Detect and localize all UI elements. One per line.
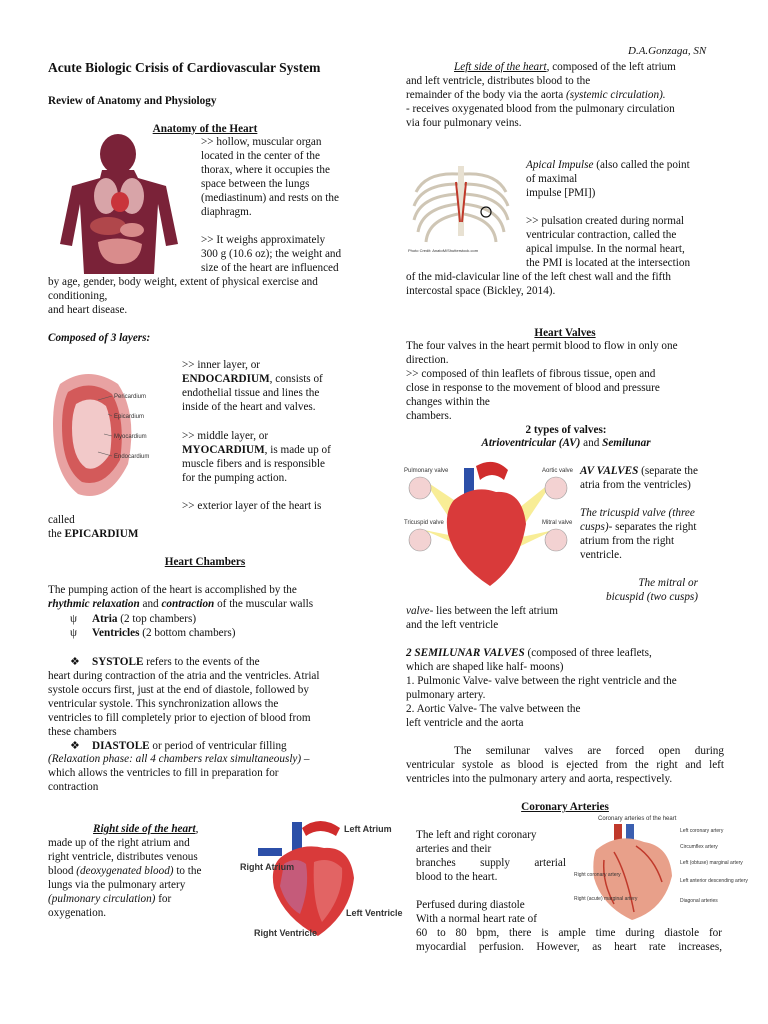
diastole-italic: (Relaxation phase: all 4 chambers relax simultaneously) – [48, 753, 310, 765]
coronary-figure-title: Coronary arteries of the heart [598, 816, 677, 822]
diastole-bullet: ❖ DIASTOLE or period of ventricular filling [70, 740, 287, 752]
atria-bullet: ψ Atria (2 top chambers) [70, 613, 197, 625]
heart-valves-figure [404, 460, 574, 590]
layer-label-myocardium: Myocardium [114, 434, 147, 440]
ventricles-bullet: ψ Ventricles (2 bottom chambers) [70, 627, 236, 639]
label-left-atrium: Left Atrium [344, 824, 392, 834]
semilunar-forced: The semilunar valves are forced open during ventricular systole as blood is ejected from the right and left ventricles into the pulmonary artery and aorta, respectively. [406, 745, 724, 785]
mitral-text-2: valve- lies between the left atrium and the left ventricle [406, 605, 558, 631]
mitral-text: The mitral or bicuspid (two cusps) [606, 577, 698, 603]
label-left-ventricle: Left Ventricle [346, 908, 403, 918]
layer-label-epicardium: Epicardium [114, 414, 145, 420]
chambers-intro: The pumping action of the heart is accomplished by the rhythmic relaxation and contraction of the muscular walls [48, 584, 314, 610]
coronary-label-lad: Left anterior descending artery [680, 878, 748, 884]
layer-label-pericardium: Pericardium [114, 394, 147, 400]
coronary-arteries-figure [574, 812, 748, 924]
systole-bullet: ❖ SYSTOLE refers to the events of the [70, 656, 260, 668]
epicardium-text-2: called [48, 514, 75, 526]
valve-label-tricuspid: Tricuspid valve [404, 520, 444, 526]
coronary-label-left-coronary: Left coronary artery [680, 828, 724, 834]
endocardium-text: >> inner layer, or ENDOCARDIUM, consists of endothelial tissue and lines the inside of the heart and valves. [182, 359, 323, 413]
coronary-text-full: 60 to 80 bpm, there is ample time during diastole for myocardial perfusion. However, as heart rate increases, [416, 927, 722, 953]
document-title: Acute Biologic Crisis of Cardiovascular System [48, 60, 321, 75]
valve-types-line: Atrioventricular (AV) and Semilunar [481, 437, 651, 449]
apical-text: Apical Impulse (also called the point of maximal impulse [PMI]) [526, 159, 690, 199]
coronary-label-right-coronary: Right coronary artery [574, 872, 621, 878]
coronary-label-left-marginal: Left (obtuse) marginal artery [680, 860, 743, 866]
label-right-atrium: Right Atrium [240, 862, 295, 872]
heart-chambers-figure [240, 818, 403, 944]
anatomy-paragraph-2: >> It weighs approximately 300 g (10.6 oz); the weight and size of the heart are influenced [201, 234, 342, 274]
heart-layers-figure [48, 364, 168, 504]
body-organs-figure [50, 134, 190, 274]
myocardium-text: >> middle layer, or MYOCARDIUM, is made up of muscle fibers and is responsible for the pumping action. [182, 430, 331, 484]
semilunar-text: 2 SEMILUNAR VALVES (composed of three leaflets, which are shaped like half- moons) 1. Pulmonic Valve- valve between the right ventricle and the pulmonary artery. 2. Aortic Valve- The valve between the left ventricle and the aorta [406, 647, 677, 729]
valve-types-heading: 2 types of valves: [525, 424, 607, 436]
systole-text: heart during contraction of the atria and the ventricles. Atrial systole occurs first, just at the end of diastole, followed by ventricular systole. This synchronization allows the ventricles to fill completely prior to ejection of blood from these chambers [48, 670, 320, 738]
apical-desc: >> pulsation created during normal ventricular contraction, called the apical impulse. In the normal heart, the PMI is located at the intersection [526, 215, 691, 269]
coronary-label-diagonal: Diagonal arteries [680, 898, 718, 904]
anatomy-paragraph-1: >> hollow, muscular organ located in the center of the thorax, where it occupies the space between the lungs (mediastinum) and rests on the diaphragm. [201, 136, 339, 218]
diastole-text: which allows the ventricles to fill in preparation for contraction [48, 767, 279, 793]
valves-heading: Heart Valves [534, 327, 596, 339]
chambers-heading: Heart Chambers [164, 556, 246, 568]
ribcage-pmi-figure [406, 162, 518, 254]
layers-heading: Composed of 3 layers: [48, 332, 151, 344]
right-side-text: made up of the right atrium and right ventricle, distributes venous blood (deoxygenated blood) to the lungs via the pulmonary artery (pulmonary circulation) for oxygenation. [48, 837, 202, 919]
perfused-text: Perfused during diastole [416, 899, 525, 911]
label-right-ventricle: Right Ventricle [254, 928, 318, 938]
review-heading: Review of Anatomy and Physiology [48, 95, 217, 107]
anatomy-heading: Anatomy of the Heart [152, 123, 258, 135]
coronary-text: The left and right coronary arteries and their branches supply arterial blood to the heart. [416, 829, 566, 883]
author-signature: D.A.Gonzaga, SN [628, 45, 707, 57]
coronary-label-right-marginal: Right (acute) marginal artery [574, 896, 638, 902]
layer-label-endocardium: Endocardium [114, 454, 150, 460]
coronary-label-circumflex: Circumflex artery [680, 844, 718, 850]
left-side-text: Left side of the heart, composed of the left atrium and left ventricle, distributes blood to the remainder of the body via the aorta (systemic circulation). - receives oxygenated blood from the pulmonary circulation via four pulmonary veins. [406, 61, 676, 129]
av-valves-text: AV VALVES (separate the atria from the ventricles) [580, 465, 698, 491]
valve-label-aortic: Aortic valve [542, 468, 574, 474]
tricuspid-text: The tricuspid valve (three cusps)- separates the right atrium from the right ventricle. [580, 507, 697, 561]
apical-desc-full: of the mid-clavicular line of the left chest wall and the fifth intercostal space (Bickley, 2014). [406, 271, 671, 297]
valves-text: The four valves in the heart permit blood to flow in only one direction. >> composed of thin leaflets of fibrous tissue, open and close in response to the movement of blood and pressure changes within the chambers. [406, 340, 678, 422]
epicardium-text-1: >> exterior layer of the heart is [182, 500, 322, 512]
anatomy-paragraph-2-cont: by age, gender, body weight, extent of physical exercise and conditioning, and heart disease. [48, 276, 318, 316]
valve-label-pulmonary: Pulmonary valve [404, 468, 449, 474]
right-side-heading: Right side of the heart, [93, 823, 199, 835]
ribcage-credit: Photo Credit: AnatoM/Shutterstock.com [408, 248, 479, 253]
epicardium-text-3: the EPICARDIUM [48, 528, 139, 540]
heart-rate-text: With a normal heart rate of [416, 913, 538, 925]
valve-label-mitral: Mitral valve [542, 520, 573, 526]
coronary-heading: Coronary Arteries [521, 801, 609, 813]
